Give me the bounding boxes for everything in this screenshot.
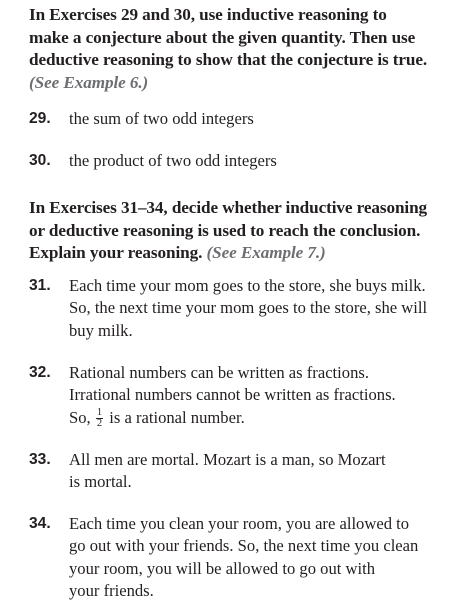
- exercise-text: [69, 275, 427, 342]
- fraction-suffix: is a rational number.: [109, 407, 245, 427]
- fraction-one-half: [96, 408, 103, 429]
- exercise-number: 31.: [29, 277, 51, 294]
- exercise-line: Each time you clean your room, you are allowed to: [69, 514, 410, 533]
- exercise-text: [69, 513, 418, 603]
- exercise-line: [69, 407, 396, 430]
- exercise-line: Each time your mom goes to the store, she buys milk.: [69, 276, 426, 295]
- exercise-number: 29.: [29, 110, 51, 127]
- exercise-number: 30.: [29, 152, 51, 169]
- exercise-line: your room, you will be allowed to go out with: [69, 558, 376, 578]
- instruction-line: or deductive reasoning is used to reach the conclusion.: [29, 220, 421, 240]
- instruction-line: deductive reasoning to show that the conjecture is true.: [29, 50, 428, 70]
- exercise-line: So, the next time your mom goes to the store, she will: [69, 298, 428, 318]
- instructions-31-34: [29, 197, 427, 265]
- exercise-text: [69, 362, 396, 430]
- exercise-line: is mortal.: [69, 472, 132, 492]
- instruction-line: [29, 242, 427, 265]
- see-example-link[interactable]: (See Example 6.): [29, 72, 149, 92]
- exercise-text: the sum of two odd integers: [69, 109, 254, 128]
- instruction-line: make a conjecture about the given quantity. Then use: [29, 27, 416, 47]
- fraction-numerator: 1: [96, 406, 103, 418]
- fraction-denominator: 2: [96, 417, 103, 429]
- instruction-line: In Exercises 31–34, decide whether inductive reasoning: [29, 198, 428, 217]
- exercise-line: buy milk.: [69, 320, 133, 340]
- exercise-line: All men are mortal. Mozart is a man, so Mozart: [69, 450, 386, 469]
- exercise-text: the product of two odd integers: [69, 151, 277, 170]
- exercise-number: 33.: [29, 451, 51, 468]
- instructions-29-30: [29, 4, 427, 94]
- see-example-link[interactable]: (See Example 7.): [206, 243, 326, 263]
- exercise-line: your friends.: [69, 581, 154, 601]
- instruction-line: In Exercises 29 and 30, use inductive reasoning to: [29, 5, 387, 24]
- exercise-line: go out with your friends. So, the next time you clean: [69, 536, 419, 556]
- exercise-text: [69, 449, 386, 494]
- exercise-number: 32.: [29, 364, 51, 381]
- so-prefix: So,: [69, 407, 91, 427]
- exercise-line: Irrational numbers cannot be written as fractions.: [69, 385, 396, 405]
- exercise-number: 34.: [29, 515, 51, 532]
- instruction-text: Explain your reasoning.: [29, 243, 203, 263]
- exercise-line: Rational numbers can be written as fractions.: [69, 363, 369, 382]
